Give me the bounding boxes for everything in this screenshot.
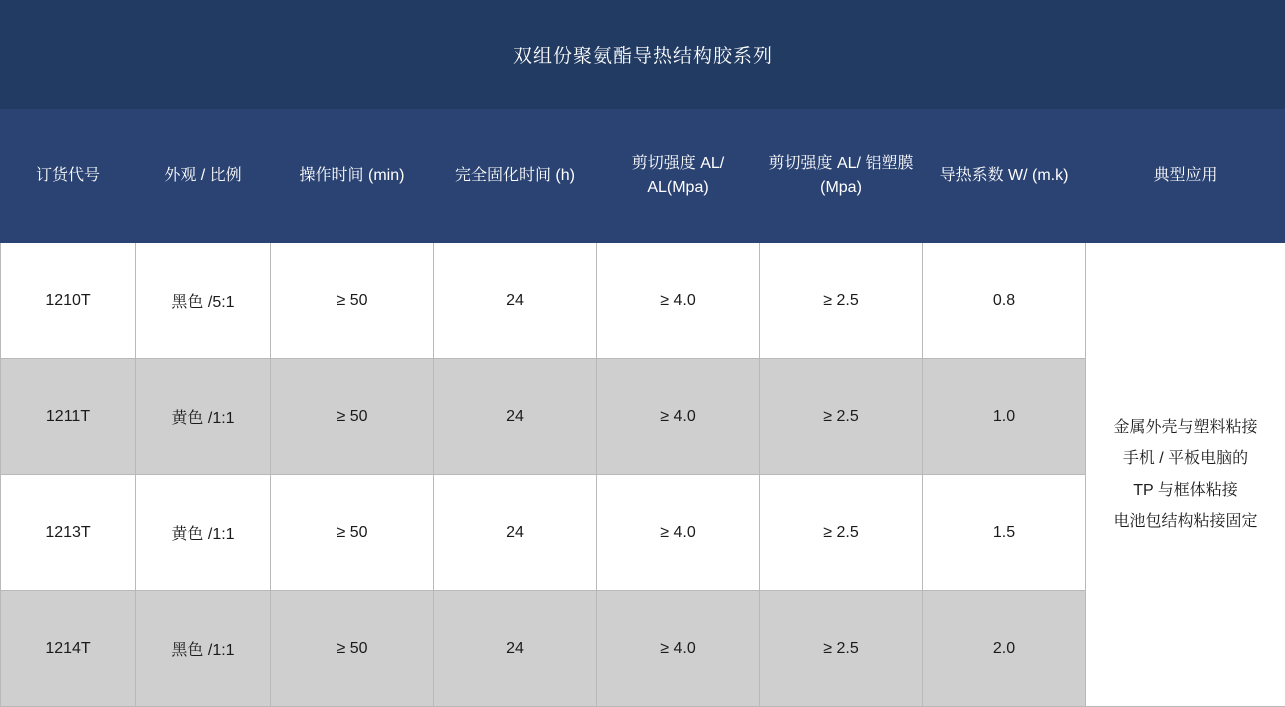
cell-work-time: ≥ 50 — [271, 243, 434, 359]
cell-appearance-ratio: 黑色 /5:1 — [136, 243, 271, 359]
column-header-order-code: 订货代号 — [1, 109, 136, 243]
cell-appearance-ratio: 黄色 /1:1 — [136, 359, 271, 475]
table-header-row — [1, 109, 1285, 243]
usage-line: TP 与框体粘接 — [1094, 475, 1277, 506]
cell-shear-al-al: ≥ 4.0 — [597, 243, 760, 359]
cell-work-time: ≥ 50 — [271, 591, 434, 707]
cell-order-code: 1214T — [1, 591, 136, 707]
cell-thermal-conductivity: 1.0 — [923, 359, 1086, 475]
column-header-work-time: 操作时间 (min) — [271, 109, 434, 243]
table-row — [1, 243, 1285, 359]
cell-order-code: 1210T — [1, 243, 136, 359]
column-header-shear-strength-al-al: 剪切强度 AL/ AL(Mpa) — [597, 109, 760, 243]
cell-shear-al-al: ≥ 4.0 — [597, 591, 760, 707]
cell-typical-application — [1086, 243, 1285, 707]
table-title-row — [1, 1, 1285, 109]
cell-shear-al-al: ≥ 4.0 — [597, 475, 760, 591]
cell-cure-time: 24 — [434, 591, 597, 707]
page-title: 双组份聚氨酯导热结构胶系列 — [1, 1, 1285, 109]
column-header-full-cure-time: 完全固化时间 (h) — [434, 109, 597, 243]
cell-shear-al-film: ≥ 2.5 — [760, 359, 923, 475]
column-header-thermal-conductivity: 导热系数 W/ (m.k) — [923, 109, 1086, 243]
cell-order-code: 1211T — [1, 359, 136, 475]
cell-appearance-ratio: 黑色 /1:1 — [136, 591, 271, 707]
column-header-appearance-ratio: 外观 / 比例 — [136, 109, 271, 243]
usage-line: 金属外壳与塑料粘接 — [1094, 412, 1277, 443]
cell-thermal-conductivity: 2.0 — [923, 591, 1086, 707]
cell-thermal-conductivity: 0.8 — [923, 243, 1086, 359]
cell-appearance-ratio: 黄色 /1:1 — [136, 475, 271, 591]
cell-shear-al-film: ≥ 2.5 — [760, 591, 923, 707]
cell-cure-time: 24 — [434, 243, 597, 359]
usage-line: 手机 / 平板电脑的 — [1094, 443, 1277, 474]
cell-cure-time: 24 — [434, 475, 597, 591]
usage-line: 电池包结构粘接固定 — [1094, 506, 1277, 537]
cell-work-time: ≥ 50 — [271, 359, 434, 475]
column-header-shear-strength-al-film: 剪切强度 AL/ 铝塑膜 (Mpa) — [760, 109, 923, 243]
cell-work-time: ≥ 50 — [271, 475, 434, 591]
cell-order-code: 1213T — [1, 475, 136, 591]
cell-shear-al-film: ≥ 2.5 — [760, 475, 923, 591]
column-header-typical-application: 典型应用 — [1086, 109, 1285, 243]
cell-shear-al-film: ≥ 2.5 — [760, 243, 923, 359]
cell-shear-al-al: ≥ 4.0 — [597, 359, 760, 475]
cell-thermal-conductivity: 1.5 — [923, 475, 1086, 591]
cell-cure-time: 24 — [434, 359, 597, 475]
